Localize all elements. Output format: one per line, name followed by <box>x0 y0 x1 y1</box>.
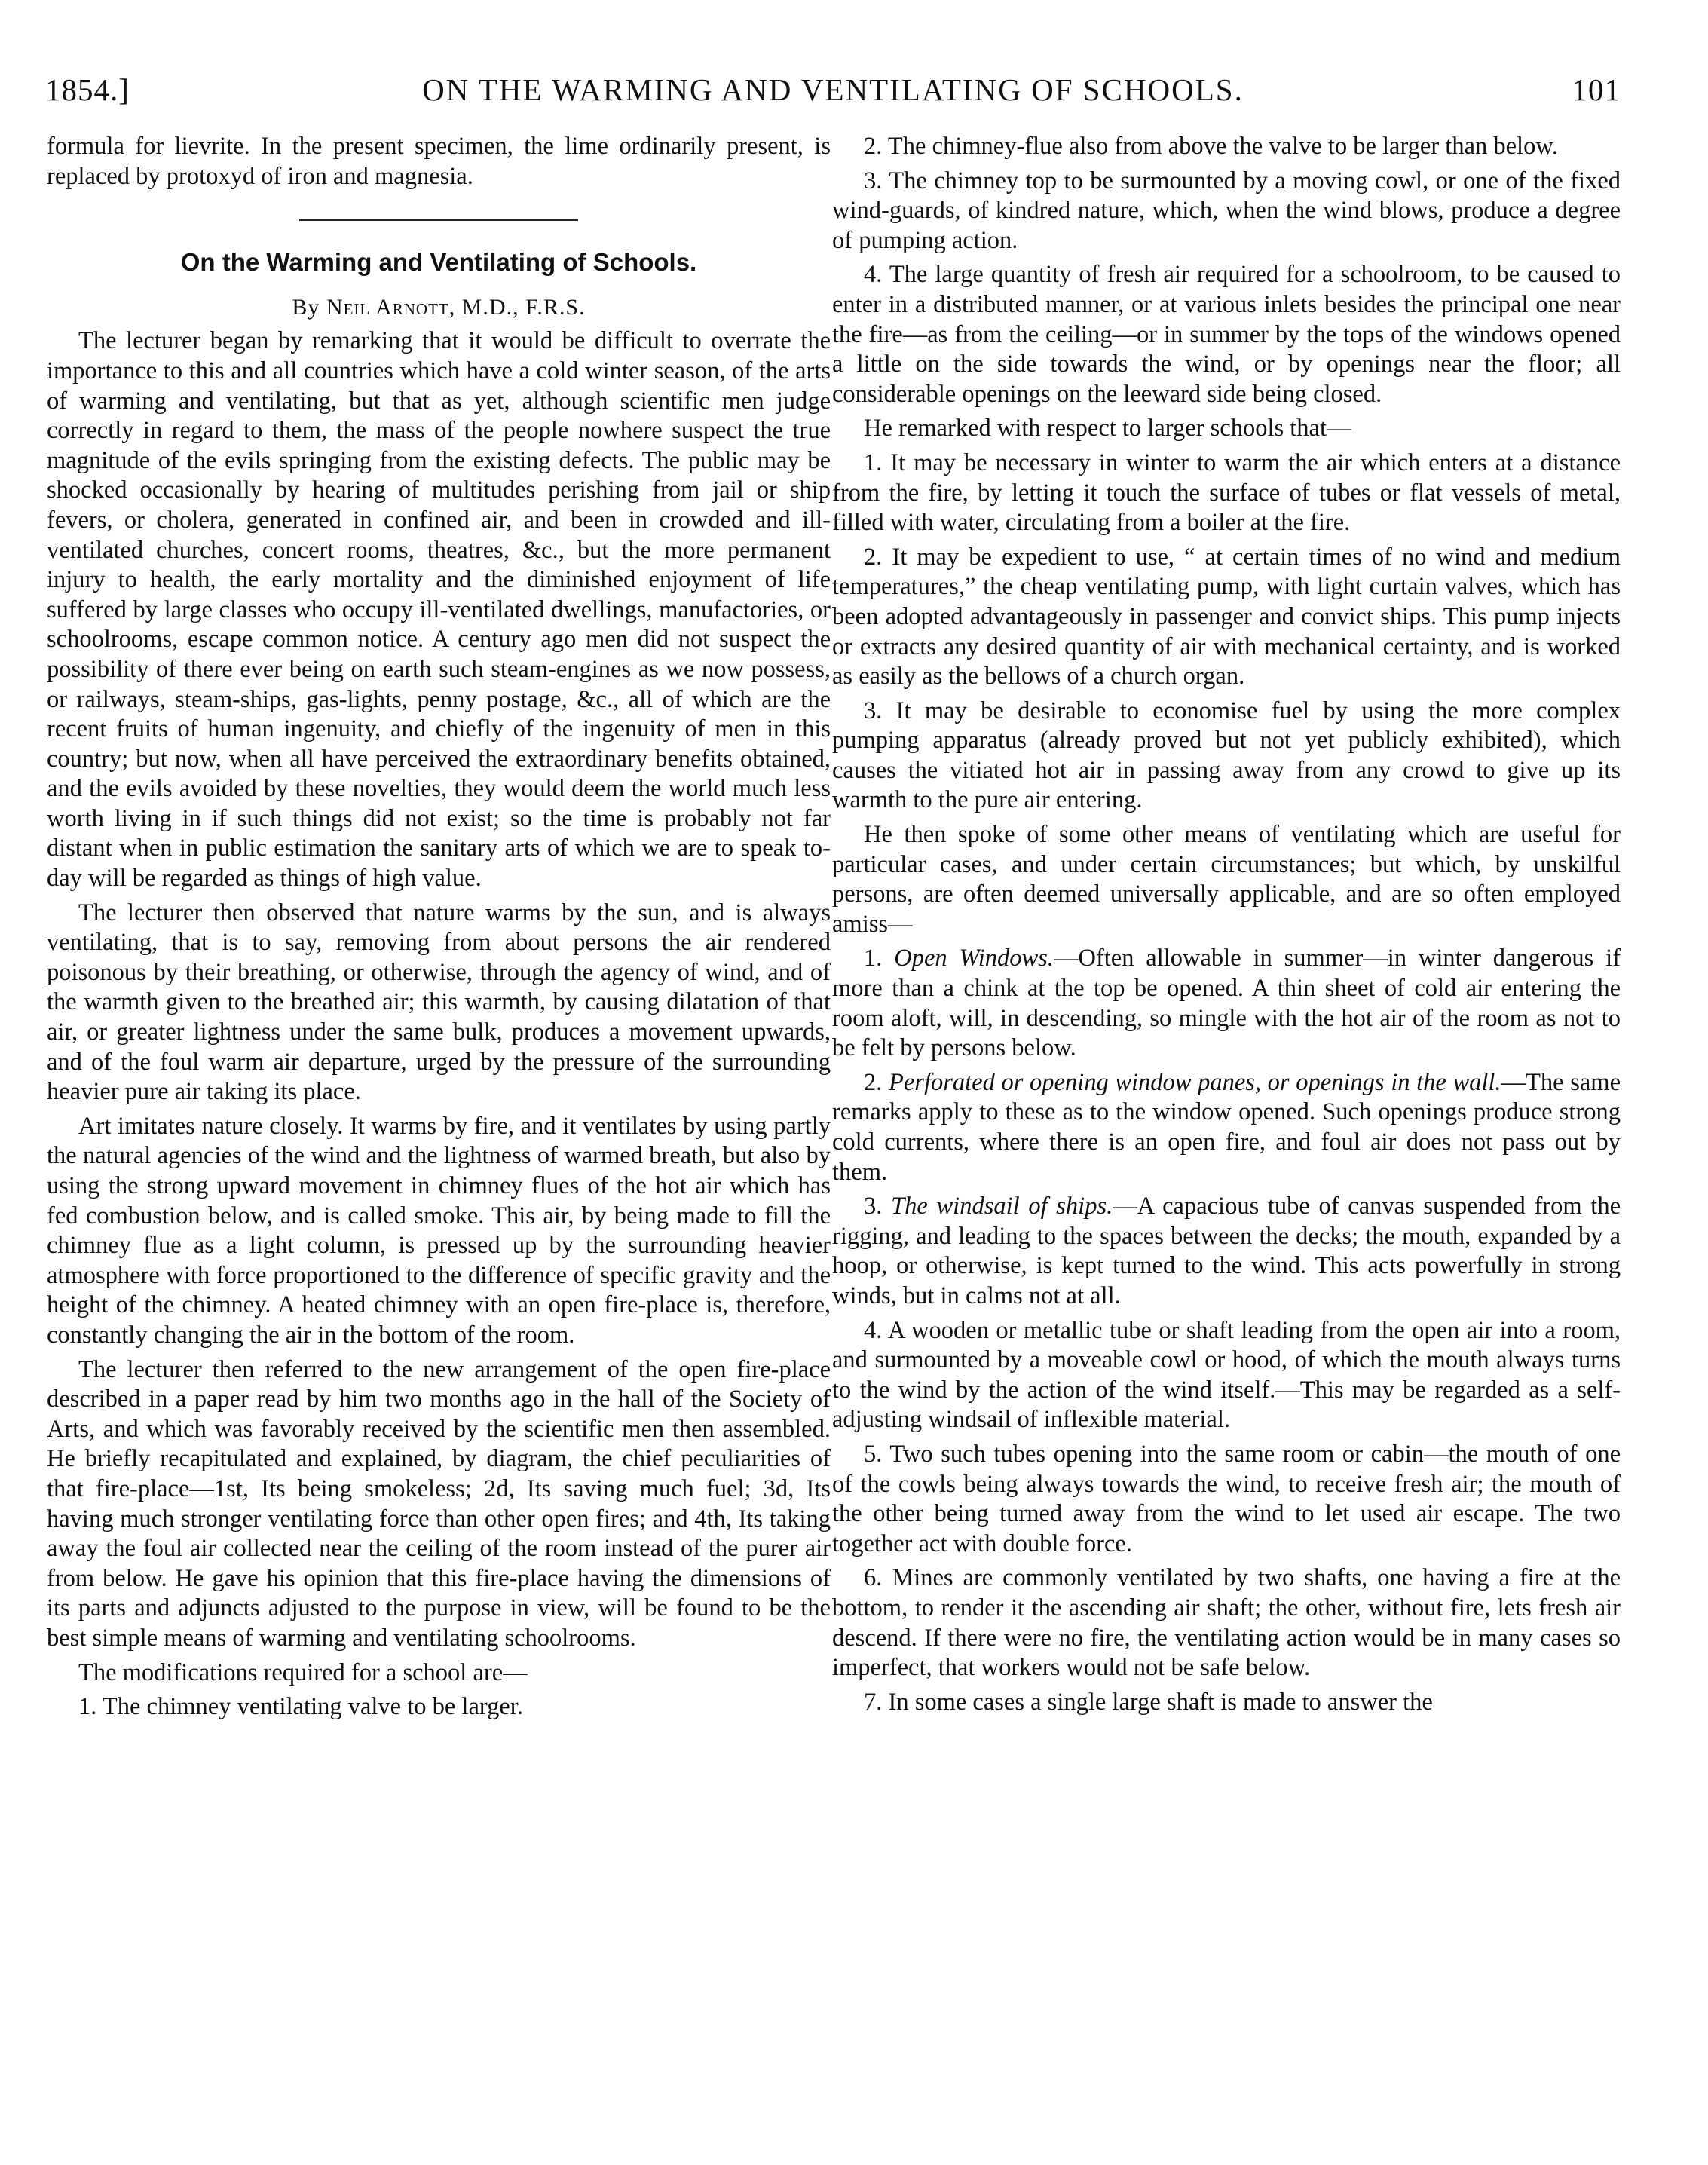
list-item: 1. It may be necessary in winter to warm the air which enters at a distance from the fire, by letting it touch the surface of tubes or flat vessels of metal, filled with water, circulating from a boiler at the fire. <box>832 449 1621 537</box>
header-year: 1854.] <box>45 72 130 107</box>
list-item <box>832 1192 1621 1311</box>
section-divider <box>47 199 831 229</box>
left-column <box>47 132 831 1727</box>
list-item <box>832 1068 1621 1187</box>
list-item: 2. The chimney-flue also from above the valve to be larger than below. <box>864 133 1558 160</box>
article-title: On the Warming and Ventilating of Schools. <box>180 247 697 276</box>
body-paragraph: He then spoke of some other means of ventilating which are useful for particular cases, and under certain circumstances; but which, by unskilful persons, are often deemed universally applicable, and are so often employed amiss— <box>832 821 1621 938</box>
right-column <box>832 132 1621 1722</box>
list-item <box>832 944 1621 1063</box>
byline-prefix: By <box>292 294 320 320</box>
item-number: 1. <box>864 945 895 972</box>
item-text: —Often allowable in summer—in winter dangerous if more than a chink at the top be opened. A thin sheet of cold air entering the room aloft, will, in descending, so mingle with the hot air of the room as not to be felt by persons below. <box>832 945 1621 1062</box>
body-paragraph: The modifications required for a school are— <box>78 1658 528 1686</box>
list-item: 3. It may be desirable to economise fuel by using the more complex pumping apparatus (already proved but not yet publicly exhibited), which causes the vitiated hot air in passing away from any crowd to give up its warmth to the pure air entering. <box>832 697 1621 814</box>
item-text: —A capacious tube of canvas suspended from the rigging, and leading to the spaces between the decks; the mouth, expanded by a hoop, or otherwise, is kept turned to the wind. This acts powerfully in strong winds, but in calms not at all. <box>832 1193 1621 1309</box>
list-item: 3. The chimney top to be surmounted by a moving cowl, or one of the fixed wind-guards, of kindred nature, which, when the wind blows, produce a degree of pumping action. <box>832 167 1621 254</box>
list-item: 4. The large quantity of fresh air required for a schoolroom, to be caused to enter in a distributed manner, or at various inlets besides the principal one near the fire—as from the ceiling—or in summer by the tops of the windows opened a little on the side towards the wind, or by openings near the floor; all considerable openings on the leeward side being closed. <box>832 261 1621 408</box>
body-paragraph: He remarked with respect to larger schools that— <box>864 415 1351 442</box>
continued-paragraph: formula for lievrite. In the present specimen, the lime ordinarily present, is replaced by protoxyd of iron and magnesia. <box>47 133 831 190</box>
list-item: 4. A wooden or metallic tube or shaft leading from the open air into a room, and surmounted by a moveable cowl or hood, of which the mouth always turns to the wind by the action of the wind itself.—This may be regarded as a self-adjusting windsail of inflexible material. <box>832 1316 1621 1434</box>
list-item: 6. Mines are commonly ventilated by two shafts, one having a fire at the bottom, to render it the ascending air shaft; the other, without fire, lets fresh air descend. If there were no fire, the ventilating action would be in many cases so imperfect, that workers would not be safe below. <box>832 1564 1621 1682</box>
body-paragraph: The lecturer then referred to the new arrangement of the open fire-place described in a paper read by him two months ago in the hall of the Society of Arts, and which was favorably received by the scientific men then assembled. He briefly recapitulated and explained, by diagram, the chief peculiarities of that fire-place—1st, Its being smokeless; 2d, Its saving much fuel; 3d, Its having much stronger ventilating force than other open fires; and 4th, Its taking away the foul air collected near the ceiling of the room instead of the purer air from below. He gave his opinion that this fire-place having the dimensions of its parts and adjuncts adjusted to the purpose in view, will be found to be the best simple means of warming and ventilating schoolrooms. <box>47 1355 831 1652</box>
body-paragraph: The lecturer began by remarking that it would be difficult to overrate the importance to this and all countries which have a cold winter season, of the arts of warming and ventilating, but that as yet, although scientific men judge correctly in regard to them, the mass of the people nowhere suspect the true magnitude of the evils springing from the existing defects. The public may be shocked occasionally by hearing of multitudes perishing from jail or ship fevers, or cholera, generated in confined air, and been in crowded and ill-ventilated churches, concert rooms, theatres, &c., but the more permanent injury to health, the early mortality and the diminished enjoyment of life suffered by large classes who occupy ill-ventilated dwellings, manufactories, or schoolrooms, escape common notice. A century ago men did not suspect the possibility of there ever being on earth such steam-engines as we now possess, or railways, steam-ships, gas-lights, penny postage, &c., all of which are the recent fruits of human ingenuity, and chiefly of the ingenuity of men in this country; but now, when all have perceived the extraordinary benefits obtained, and the evils avoided by these novelties, they would deem the world much less worth living in if such things did not exist; so the time is probably not far distant when in public estimation the sanitary arts of which we are to speak to-day will be regarded as things of high value. <box>47 327 831 893</box>
byline-author: Neil Arnott, M.D., F.R.S. <box>326 294 586 320</box>
list-item: 2. It may be expedient to use, “ at certain times of no wind and medium temperatures,” the cheap ventilating pump, with light curtain valves, which has been adopted advantageously in passenger and convict ships. This pump injects or extracts any desired quantity of air with mechanical certainty, and is worked as easily as the bellows of a church organ. <box>832 543 1621 691</box>
body-paragraph: Art imitates nature closely. It warms by fire, and it ventilates by using partly the natural agencies of the wind and the lightness of warmed breath, but also by using the strong upward movement in chimney flues of the hot air which has fed combustion below, and is called smoke. This air, by being made to fill the chimney flue as a light column, is pressed up by the surrounding heavier atmosphere with force proportioned to the difference of specific gravity and the height of the chimney. A heated chimney with an open fire-place is, therefore, constantly changing the air in the bottom of the room. <box>47 1112 831 1349</box>
header-title: ON THE WARMING AND VENTILATING OF SCHOOLS. <box>422 72 1244 107</box>
page-number: 101 <box>1572 72 1621 107</box>
item-number: 2. <box>864 1068 889 1096</box>
item-heading: Open Windows. <box>894 945 1054 972</box>
item-number: 3. <box>864 1193 892 1220</box>
byline <box>47 292 831 323</box>
body-paragraph: The lecturer then observed that nature warms by the sun, and is always ventilating, that is to say, removing from about persons the air rendered poisonous by their breathing, or otherwise, through the agency of wind, and of the warmth given to the breathed air; this warmth, by causing dilatation of that air, or greater lightness under the same bulk, produces a movement upwards, and of the foul warm air departure, urged by the pressure of the surrounding heavier pure air taking its place. <box>47 899 831 1106</box>
item-text: —The same remarks apply to these as to the window opened. Such openings produce strong cold currents, where there is an open fire, and foul air does not pass out by them. <box>832 1068 1621 1186</box>
running-head <box>45 72 1621 117</box>
list-item: 5. Two such tubes opening into the same room or cabin—the mouth of one of the cowls being always towards the wind, to receive fresh air; the mouth of the other being turned away from the wind to let used air escape. The two together act with double force. <box>832 1440 1621 1557</box>
list-item: 1. The chimney ventilating valve to be larger. <box>78 1693 523 1721</box>
item-heading: Perforated or opening window panes, or openings in the wall. <box>889 1068 1501 1096</box>
item-heading: The windsail of ships. <box>891 1193 1113 1220</box>
list-item: 7. In some cases a single large shaft is made to answer the <box>864 1688 1433 1716</box>
